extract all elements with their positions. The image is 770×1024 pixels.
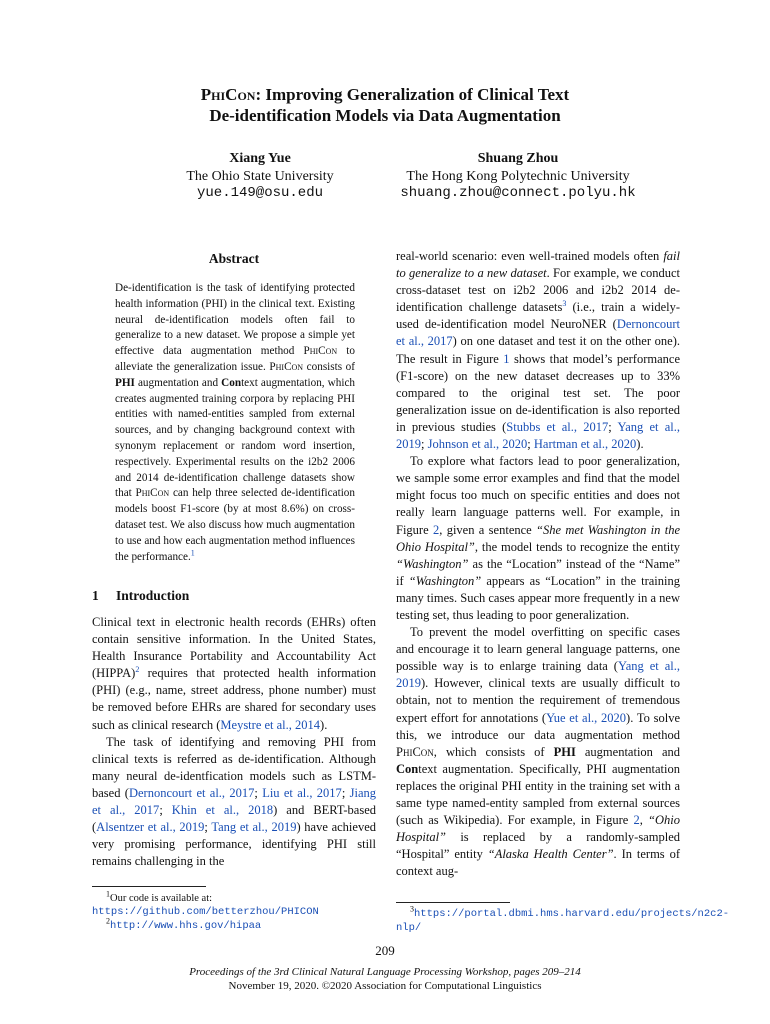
author-2-email[interactable]: shuang.zhou@connect.polyu.hk — [400, 185, 636, 201]
footnote-number: 2 — [106, 916, 110, 926]
text-segment: ) on one dataset and test it on the other one). The result in Figure — [396, 334, 680, 366]
text-segment: ; — [421, 437, 428, 452]
text-segment: ; — [159, 803, 172, 818]
text-segment: ; — [527, 437, 534, 452]
abstract-method-name: PhiCon — [135, 487, 170, 500]
abstract-method-name: PhiCon — [303, 345, 338, 358]
text-segment: ; — [254, 785, 263, 800]
abstract-segment: text augmentation, which creates augmented training corpora by replacing PHI entities with named-entities sampled from external sources, and by changing background context with synonym replacement or random word insertion, respectively. Experimental results on the i2b2 2006 and 2014 de-identification challenge datasets show that — [115, 376, 356, 500]
text-segment: ). However, clinical texts are usually difficult to obtain, not to mention the requirement of tremendous expert effort for annotations ( — [396, 676, 680, 725]
text-segment: ; — [341, 785, 350, 800]
abstract-bold: PHI — [115, 376, 135, 389]
footnote-url[interactable]: https://github.com/betterzhou/PHICON — [92, 906, 319, 918]
section-heading-introduction — [92, 588, 189, 604]
bold-text: Con — [396, 761, 419, 776]
footer-line-1: Proceedings of the 3rd Clinical Natural Language Processing Workshop, pages 209–214 — [189, 966, 581, 978]
text-segment: Clinical text in electronic health records (EHRs) often contain sensitive information. In the United States, Health Insurance Portability and Accountability Act (HIPPA) — [92, 615, 376, 681]
footnote-url[interactable]: http://www.hhs.gov/hipaa — [110, 920, 262, 932]
text-segment: augmentation and — [575, 744, 680, 759]
citation-link[interactable]: Johnson et al., 2020 — [427, 437, 528, 452]
text-segment: ) have achieved very promising performance, identifying PHI still remains challenging in the — [92, 820, 376, 869]
text-segment: requires that protected health information (PHI) (e.g., name, street address, phone number) must be removed before EHRs are shared for secondary uses such as clinical research ( — [92, 666, 376, 732]
citation-link[interactable]: Dernoncourt et al., 2017 — [128, 785, 255, 800]
citation-link[interactable]: Alsentzer et al., 2019 — [96, 820, 205, 835]
author-2-affiliation: The Hong Kong Polytechnic University — [406, 168, 630, 184]
abstract-segment: consists of — [303, 360, 355, 373]
figure-link[interactable]: 2 — [432, 522, 440, 537]
emphasis: “She met Washington in the Ohio Hospital” — [396, 522, 680, 554]
emphasis: “Alaska Health Center” — [487, 847, 614, 862]
text-segment: , the model tends to recognize the entity — [474, 539, 680, 554]
proceedings-footer — [0, 965, 770, 993]
citation-link[interactable]: Yang et al., 2019 — [396, 419, 680, 452]
text-segment: real-world scenario: even well-trained models often — [396, 249, 664, 263]
text-segment: ; — [608, 419, 618, 434]
text-segment: shows that model’s performance (F1-score) on the new dataset decreases up to 33% compared to the original test set. The poor generalization issue on de-identification is also reported in previous studies ( — [396, 351, 680, 434]
paragraph — [396, 248, 680, 453]
left-column-body — [92, 614, 376, 870]
footer-line-2: November 19, 2020. ©2020 Association for Computational Linguistics — [228, 980, 542, 992]
text-segment: text augmentation. Specifically, PHI augmentation replaces the original PHI entity in the training set with a same type named-entity sampled from external sources (such as Wikipedia). For example, in Figure — [396, 761, 680, 828]
author-1 — [160, 150, 360, 203]
title-line-1-rest: : Improving Generalization of Clinical Text — [255, 85, 570, 104]
emphasis: “Washington” — [396, 556, 469, 571]
text-segment: ). To solve this, we introduce our data augmentation method — [396, 710, 680, 742]
text-segment: , which consists of — [433, 744, 554, 759]
abstract-segment: can help three selected de-identification models boost F1-score (by at most 8.6%) on cross-dataset test. We also discuss how much augmentation to use and how each augmentation method influences the performance. — [115, 487, 355, 563]
citation-link[interactable]: Meystre et al., 2014 — [220, 717, 321, 732]
citation-link[interactable]: Yue et al., 2020 — [546, 710, 627, 725]
text-segment: is replaced by a randomly-sampled “Hospital” entity — [396, 830, 680, 862]
abstract-bold: Con — [221, 376, 242, 389]
paper-title — [0, 84, 770, 126]
text-segment: To prevent the model overfitting on specific cases and encourage it to learn general language patterns, one possible way is to enlarge training data ( — [396, 625, 680, 674]
section-number: 1 — [92, 588, 99, 603]
title-line-1 — [0, 84, 770, 105]
footnote-url[interactable]: https://portal.dbmi.hms.harvard.edu/projects/n2c2-nlp/ — [396, 908, 730, 934]
text-segment: , — [639, 813, 649, 828]
citation-link[interactable]: Khin et al., 2018 — [171, 803, 274, 818]
abstract-segment: De-identification is the task of identifying protected health information (PHI) in the clinical text. Existing neural de-identification models often fail to generalize to a new dataset. We propose a simple yet effective data augmentation method — [115, 282, 355, 358]
right-column-body — [396, 248, 680, 880]
title-method-name: PhiCon — [200, 85, 256, 104]
footnote-rule — [396, 902, 510, 903]
abstract-method-name: PhiCon — [269, 360, 304, 373]
paragraph — [92, 734, 376, 871]
text-segment: as the “Location” instead of the “Name” if — [396, 556, 680, 588]
figure-link[interactable]: 2 — [633, 813, 640, 828]
abstract-heading: Abstract — [208, 251, 260, 266]
text-segment: ) and BERT-based ( — [92, 803, 376, 835]
text-segment: appears as “Location” in the training many times. Such cases appear more frequently in a new testing set, thus leading to poor generalization. — [396, 573, 680, 622]
text-segment: The task of identifying and removing PHI from clinical texts is referred as de-identification. Although many neural de-identfication models such as LSTM-based ( — [92, 734, 376, 800]
paragraph — [396, 453, 680, 624]
bold-text: PHI — [553, 744, 576, 759]
author-1-email[interactable]: yue.149@osu.edu — [196, 185, 324, 201]
citation-link[interactable]: Liu et al., 2017 — [262, 785, 342, 800]
footnote-mark-2[interactable]: 2 — [135, 665, 140, 675]
author-2-name: Shuang Zhou — [477, 151, 559, 166]
page-number: 209 — [375, 943, 395, 958]
text-segment: To explore what factors lead to poor generalization, we sample some error examples and find that the model might focus too much on specific entities and does not really learn language patterns well. For example, in Figure — [396, 454, 680, 537]
author-1-name: Xiang Yue — [229, 151, 291, 166]
footnote-3 — [396, 904, 730, 935]
paragraph — [396, 624, 680, 880]
footnote-number: 1 — [106, 889, 110, 899]
footnote-number: 3 — [410, 904, 414, 914]
method-name: PhiCon — [396, 744, 434, 759]
author-1-affiliation: The Ohio State University — [186, 168, 334, 184]
abstract-text — [115, 281, 355, 565]
citation-link[interactable]: Tang et al., 2019 — [211, 820, 297, 835]
emphasis: “Ohio Hospital” — [396, 813, 680, 845]
title-line-2: De-identification Models via Data Augmentation — [209, 106, 561, 125]
footnote-rule — [92, 886, 206, 887]
text-segment: ). — [636, 437, 644, 452]
text-segment: (i.e., train a widely-used de-identification model NeuroNER ( — [396, 300, 680, 332]
text-segment: ). — [320, 717, 328, 732]
citation-link[interactable]: Dernoncourt et al., 2017 — [396, 317, 680, 349]
abstract-segment: to alleviate the generalization issue. — [115, 345, 355, 373]
citation-link[interactable]: Jiang et al., 2017 — [92, 785, 376, 818]
footnote-1 — [92, 889, 382, 919]
text-segment: . In terms of context aug- — [396, 847, 681, 879]
text-segment: , given a sentence — [439, 522, 537, 537]
footnote-2 — [92, 916, 382, 933]
footnote-text: Our code is available at: — [110, 893, 213, 904]
author-2 — [378, 150, 658, 203]
text-segment: ; — [204, 820, 212, 835]
footnote-mark-3[interactable]: 3 — [562, 299, 567, 309]
citation-link[interactable]: Stubbs et al., 2017 — [506, 419, 609, 434]
abstract-segment: augmentation and — [134, 376, 222, 389]
text-segment: . For example, we conduct cross-dataset test on i2b2 2006 and i2b2 2014 de-identification challenge datasets — [396, 266, 680, 315]
section-title: Introduction — [116, 588, 190, 603]
paragraph — [92, 614, 376, 734]
citation-link[interactable]: Hartman et al., 2020 — [533, 437, 637, 452]
figure-link[interactable]: 1 — [503, 351, 510, 366]
emphasis: fail to generalize to a new dataset — [396, 249, 680, 281]
emphasis: “Washington” — [408, 573, 482, 588]
footnote-mark-1[interactable]: 1 — [190, 547, 195, 557]
citation-link[interactable]: Yang et al., 2019 — [396, 659, 680, 691]
